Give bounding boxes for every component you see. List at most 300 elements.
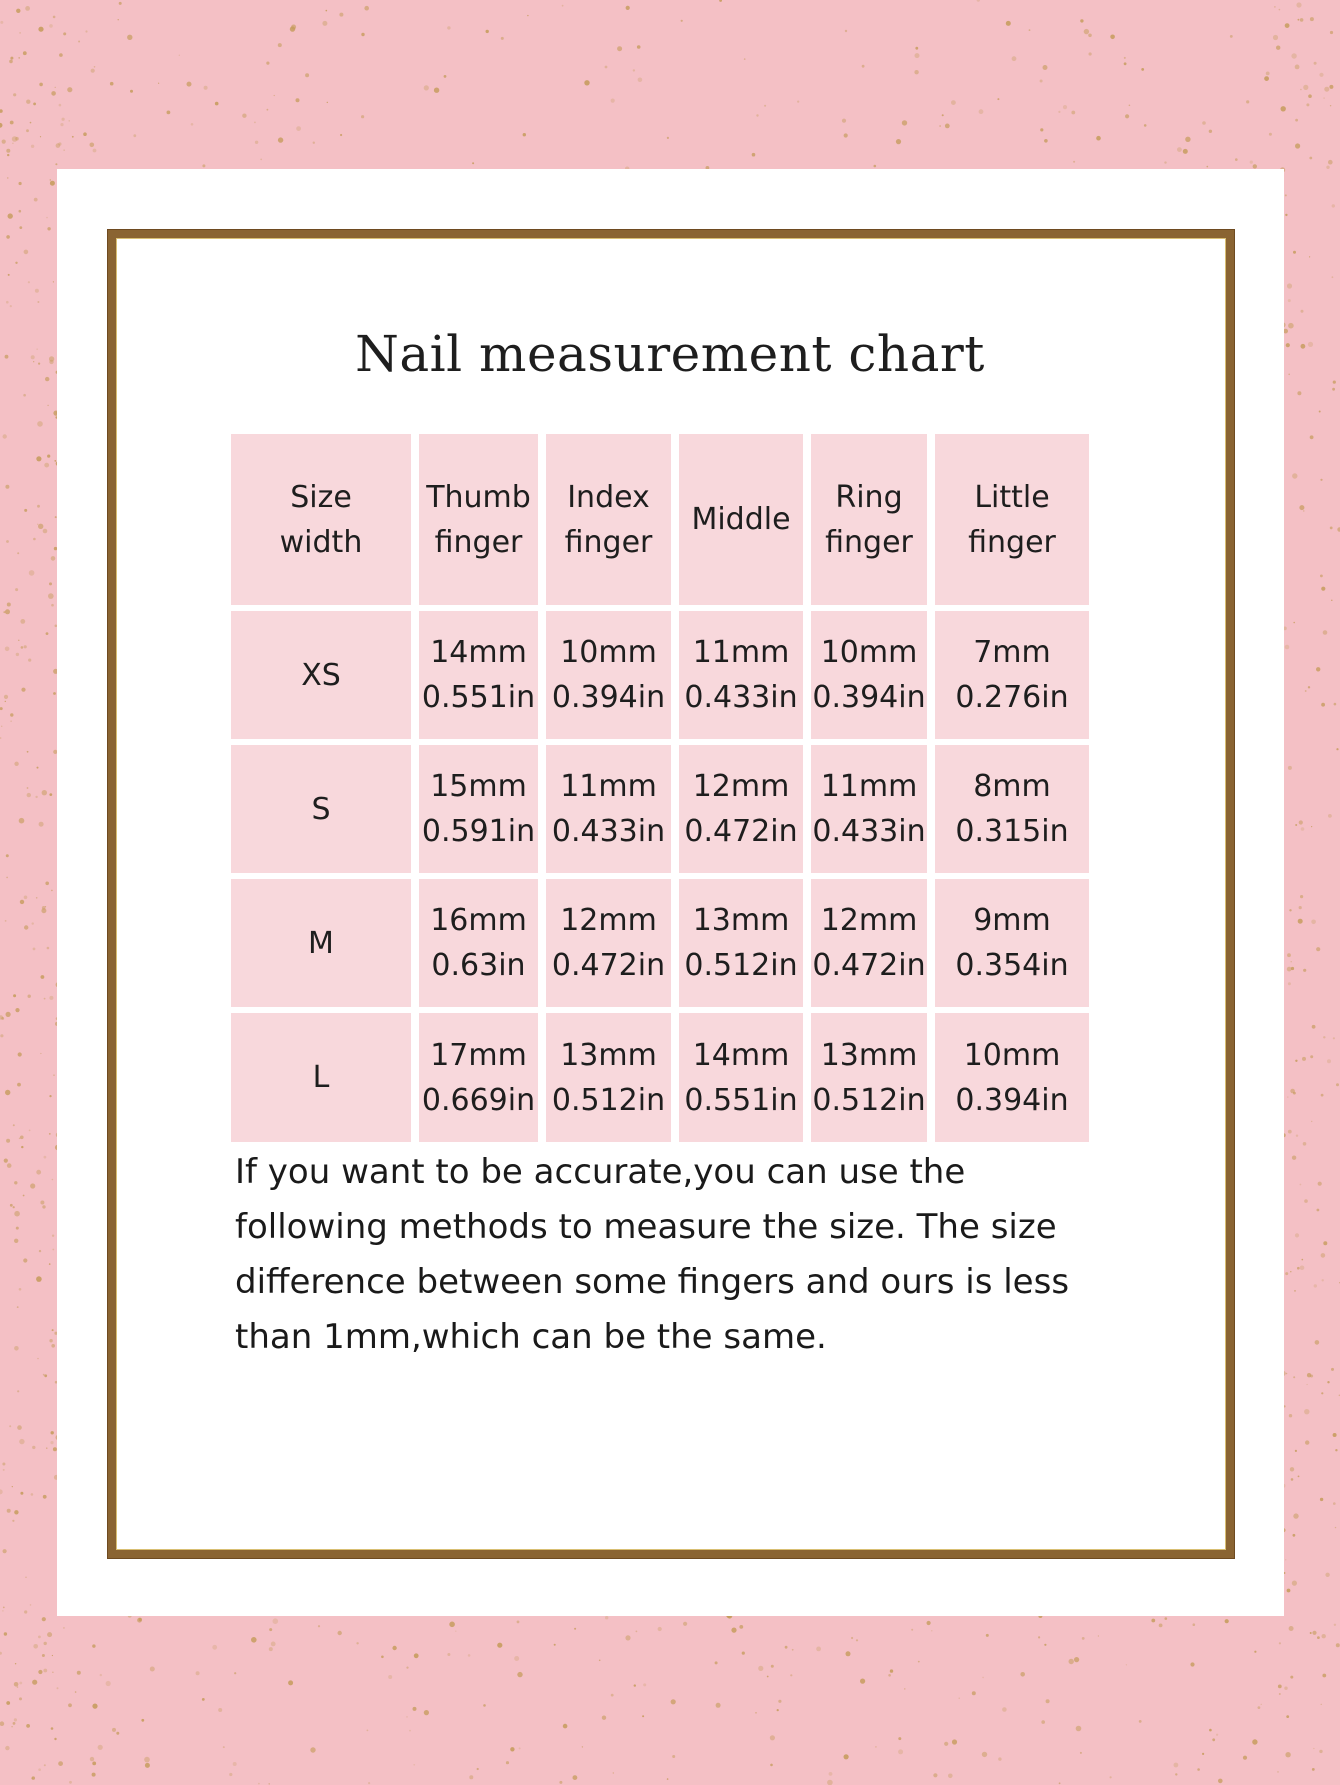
- gold-speckle: [1288, 982, 1291, 985]
- gold-speckle: [28, 995, 31, 998]
- gold-speckle: [1295, 143, 1300, 148]
- gold-speckle: [58, 142, 61, 145]
- gold-speckle: [1301, 827, 1305, 831]
- gold-speckle: [915, 53, 920, 58]
- gold-speckle: [1284, 1687, 1287, 1690]
- gold-speckle: [1326, 166, 1329, 169]
- gold-speckle: [68, 1703, 72, 1707]
- gold-speckle: [1059, 1782, 1061, 1784]
- gold-speckle: [1297, 1267, 1300, 1270]
- gold-speckle: [1300, 18, 1304, 22]
- gold-speckle: [979, 109, 984, 114]
- gold-speckle: [584, 80, 589, 85]
- gold-speckle: [1285, 1559, 1286, 1560]
- gold-speckle: [1312, 1025, 1316, 1029]
- gold-speckle: [1321, 1704, 1322, 1705]
- gold-speckle: [10, 713, 13, 716]
- gold-speckle: [1043, 65, 1048, 70]
- gold-speckle: [444, 75, 447, 78]
- gold-speckle: [17, 1390, 19, 1392]
- gold-speckle: [982, 1752, 987, 1757]
- gold-speckle: [874, 165, 877, 168]
- gold-speckle: [39, 822, 44, 827]
- gold-speckle: [127, 35, 132, 40]
- gold-speckle: [742, 1652, 745, 1655]
- gold-speckle: [47, 1632, 52, 1637]
- gold-speckle: [683, 1622, 687, 1626]
- gold-speckle: [1292, 1156, 1296, 1160]
- gold-speckle: [313, 142, 315, 144]
- gold-speckle: [827, 1780, 833, 1785]
- gold-speckle: [778, 1700, 781, 1703]
- gold-speckle: [63, 32, 66, 35]
- gold-speckle: [1331, 1368, 1334, 1371]
- table-cell: 11mm 0.433in: [546, 745, 671, 873]
- gold-speckle: [1333, 1433, 1337, 1437]
- gold-speckle: [501, 37, 504, 40]
- gold-speckle: [1040, 128, 1043, 131]
- gold-speckle: [844, 1754, 849, 1759]
- gold-speckle: [15, 588, 18, 591]
- gold-speckle: [447, 26, 450, 29]
- measurement-note: If you want to be accurate,you can use the following methods to measure the size. The size difference between some fingers and ours is less than 1mm,which can be the same.: [235, 1152, 1070, 1357]
- gold-speckle: [49, 1133, 51, 1135]
- gold-speckle: [20, 1136, 24, 1140]
- gold-speckle: [1335, 1449, 1337, 1451]
- gold-speckle: [771, 1665, 774, 1668]
- gold-speckle: [1288, 1130, 1292, 1134]
- table-cell: 14mm 0.551in: [419, 611, 538, 739]
- gold-speckle: [582, 1746, 583, 1747]
- gold-speckle: [310, 1747, 315, 1752]
- gold-speckle: [790, 1674, 792, 1676]
- gold-speckle: [1322, 1279, 1324, 1281]
- gold-speckle: [78, 41, 80, 43]
- gold-speckle: [52, 1655, 53, 1656]
- gold-speckle: [254, 122, 256, 124]
- gold-speckle: [32, 922, 34, 924]
- gold-speckle: [38, 1670, 42, 1674]
- gold-speckle: [40, 1201, 44, 1205]
- row-label-m: M: [231, 879, 411, 1007]
- gold-speckle: [36, 1276, 42, 1282]
- gold-speckle: [1071, 111, 1075, 115]
- gold-speckle: [1193, 1623, 1196, 1626]
- gold-speckle: [605, 66, 608, 69]
- gold-speckle: [37, 505, 40, 508]
- gold-speckle: [1300, 1184, 1302, 1186]
- gold-speckle: [1269, 133, 1272, 136]
- gold-speckle: [1124, 62, 1127, 65]
- gold-speckle: [613, 1772, 614, 1773]
- gold-speckle: [562, 5, 564, 7]
- gold-speckle: [1316, 667, 1320, 671]
- gold-speckle: [1207, 166, 1209, 168]
- gold-speckle: [1038, 1636, 1040, 1638]
- gold-speckle: [599, 1660, 601, 1662]
- table-cell: 12mm 0.472in: [679, 745, 803, 873]
- gold-speckle: [29, 1130, 31, 1132]
- gold-speckle: [6, 540, 9, 543]
- table-cell: 10mm 0.394in: [546, 611, 671, 739]
- gold-speckle: [559, 1781, 562, 1784]
- gold-speckle: [191, 123, 194, 126]
- gold-speckle: [14, 1239, 18, 1243]
- gold-speckle: [829, 1772, 833, 1776]
- gold-speckle: [392, 1646, 396, 1650]
- gold-speckle: [986, 1634, 989, 1637]
- gold-speckle: [424, 85, 429, 90]
- gold-speckle: [24, 509, 27, 512]
- gold-speckle: [1310, 435, 1314, 439]
- gold-speckle: [17, 1083, 21, 1087]
- gold-speckle: [49, 1095, 51, 1097]
- gold-speckle: [1333, 1037, 1335, 1039]
- gold-speckle: [6, 149, 10, 153]
- gold-speckle: [18, 1052, 22, 1056]
- gold-speckle: [1333, 1502, 1336, 1505]
- gold-speckle: [1322, 1674, 1326, 1678]
- gold-speckle: [510, 1747, 514, 1751]
- gold-speckle: [1302, 1057, 1306, 1061]
- gold-speckle: [1253, 164, 1257, 168]
- gold-speckle: [1209, 130, 1212, 133]
- gold-speckle: [27, 751, 29, 753]
- gold-speckle: [1332, 388, 1335, 391]
- gold-speckle: [1126, 1664, 1127, 1665]
- gold-speckle: [52, 1179, 54, 1181]
- header-thumb-finger: Thumb finger: [419, 434, 538, 605]
- gold-speckle: [1285, 1272, 1288, 1275]
- gold-speckle: [1278, 1685, 1282, 1689]
- gold-speckle: [26, 100, 30, 104]
- gold-speckle: [1298, 1476, 1300, 1478]
- gold-speckle: [6, 301, 9, 304]
- gold-speckle: [55, 87, 56, 88]
- gold-speckle: [617, 46, 622, 51]
- gold-speckle: [1073, 161, 1075, 163]
- gold-speckle: [1312, 1631, 1316, 1635]
- gold-speckle: [1310, 1055, 1313, 1058]
- gold-speckle: [258, 1783, 260, 1785]
- gold-speckle: [904, 1688, 905, 1689]
- gold-speckle: [53, 692, 56, 695]
- gold-speckle: [75, 1691, 77, 1693]
- gold-speckle: [1330, 31, 1333, 34]
- gold-speckle: [44, 463, 49, 468]
- gold-speckle: [5, 647, 10, 652]
- gold-speckle: [38, 27, 43, 32]
- gold-speckle: [14, 1510, 18, 1514]
- gold-speckle: [19, 1439, 24, 1444]
- gold-speckle: [959, 1698, 960, 1699]
- gold-speckle: [25, 1577, 26, 1578]
- gold-speckle: [98, 1745, 103, 1750]
- gold-speckle: [1317, 1636, 1320, 1639]
- gold-speckle: [1336, 748, 1338, 750]
- gold-speckle: [44, 1764, 46, 1766]
- gold-speckle: [856, 1639, 858, 1641]
- gold-speckle: [1310, 1375, 1313, 1378]
- gold-speckle: [305, 73, 309, 77]
- gold-speckle: [918, 1661, 920, 1663]
- gold-speckle: [72, 136, 74, 138]
- gold-speckle: [1321, 703, 1325, 707]
- gold-speckle: [364, 6, 369, 11]
- gold-speckle: [32, 1776, 35, 1779]
- gold-speckle: [860, 1679, 865, 1684]
- gold-speckle: [35, 796, 37, 798]
- gold-speckle: [100, 1674, 102, 1676]
- gold-speckle: [1144, 124, 1147, 127]
- gold-speckle: [327, 102, 328, 103]
- table-cell: 9mm 0.354in: [935, 879, 1089, 1007]
- gold-speckle: [7, 1163, 12, 1168]
- gold-speckle: [110, 82, 114, 86]
- gold-speckle: [643, 1683, 646, 1686]
- gold-speckle: [35, 289, 39, 293]
- gold-speckle: [602, 1716, 606, 1720]
- gold-speckle: [449, 1622, 455, 1628]
- gold-speckle: [17, 1686, 19, 1688]
- gold-speckle: [51, 556, 56, 561]
- gold-speckle: [52, 1235, 54, 1237]
- gold-speckle: [1235, 158, 1238, 161]
- gold-speckle: [69, 1781, 72, 1784]
- gold-speckle: [915, 47, 918, 50]
- gold-speckle: [1277, 1771, 1279, 1773]
- gold-speckle: [1317, 1209, 1320, 1212]
- gold-speckle: [50, 1441, 53, 1444]
- gold-speckle: [455, 1631, 456, 1632]
- gold-speckle: [1332, 276, 1334, 278]
- gold-speckle: [767, 1676, 769, 1678]
- gold-speckle: [12, 143, 14, 145]
- table-cell: 13mm 0.512in: [811, 1013, 927, 1142]
- gold-speckle: [1290, 1089, 1295, 1094]
- gold-speckle: [1281, 106, 1286, 111]
- gold-speckle: [1225, 1619, 1229, 1623]
- gold-speckle: [49, 793, 52, 796]
- gold-speckle: [13, 1206, 15, 1208]
- gold-speckle: [1290, 1271, 1291, 1272]
- gold-speckle: [215, 102, 219, 106]
- gold-speckle: [1310, 17, 1314, 21]
- gold-speckle: [27, 793, 31, 797]
- gold-speckle: [1299, 906, 1302, 909]
- gold-speckle: [19, 1288, 22, 1291]
- gold-speckle: [933, 1773, 937, 1777]
- gold-speckle: [36, 1170, 41, 1175]
- gold-speckle: [1063, 105, 1067, 109]
- gold-speckle: [340, 134, 342, 136]
- gold-speckle: [519, 1747, 521, 1749]
- gold-speckle: [1279, 9, 1281, 11]
- gold-speckle: [59, 104, 62, 107]
- gold-speckle: [24, 645, 27, 648]
- gold-speckle: [4, 1159, 8, 1163]
- gold-speckle: [1076, 1726, 1082, 1732]
- gold-speckle: [5, 1090, 10, 1095]
- gold-speckle: [39, 83, 43, 87]
- gold-speckle: [23, 51, 27, 55]
- row-label-s: S: [231, 745, 411, 873]
- gold-speckle: [977, 0, 980, 2]
- gold-speckle: [777, 1709, 779, 1711]
- gold-speckle: [888, 1674, 891, 1677]
- gold-speckle: [296, 98, 300, 102]
- gold-speckle: [1323, 1036, 1325, 1038]
- gold-speckle: [477, 1768, 479, 1770]
- gold-speckle: [7, 154, 9, 156]
- header-little-finger: Little finger: [935, 434, 1089, 605]
- gold-speckle: [517, 1621, 520, 1624]
- gold-speckle: [486, 30, 489, 33]
- gold-speckle: [497, 1643, 502, 1648]
- gold-speckle: [642, 1715, 644, 1717]
- gold-speckle: [167, 111, 171, 115]
- gold-speckle: [119, 2, 122, 5]
- gold-speckle: [23, 1258, 27, 1262]
- gold-speckle: [212, 1645, 217, 1650]
- gold-speckle: [40, 1053, 41, 1054]
- gold-speckle: [202, 164, 205, 167]
- table-cell: 7mm 0.276in: [935, 611, 1089, 739]
- gold-speckle: [931, 1630, 932, 1631]
- gold-speckle: [47, 227, 50, 230]
- gold-speckle: [563, 1724, 568, 1729]
- gold-speckle: [33, 1644, 38, 1649]
- gold-speckle: [116, 1732, 119, 1735]
- gold-speckle: [1295, 824, 1297, 826]
- gold-speckle: [1320, 575, 1323, 578]
- table-cell: 15mm 0.591in: [419, 745, 538, 873]
- row-label-xs: XS: [231, 611, 411, 739]
- gold-speckle: [1287, 1096, 1288, 1097]
- gold-speckle: [112, 1728, 116, 1732]
- gold-speckle: [30, 1183, 35, 1188]
- gold-speckle: [32, 1446, 35, 1449]
- gold-speckle: [611, 99, 615, 103]
- gold-speckle: [1293, 622, 1295, 624]
- gold-speckle: [44, 1642, 47, 1645]
- gold-speckle: [26, 1724, 30, 1728]
- gold-speckle: [998, 1757, 1001, 1760]
- gold-speckle: [731, 1628, 736, 1633]
- gold-speckle: [10, 305, 12, 307]
- gold-speckle: [1290, 1676, 1293, 1679]
- gold-speckle: [51, 91, 56, 96]
- gold-speckle: [716, 1703, 721, 1708]
- gold-speckle: [1006, 21, 1011, 26]
- gold-speckle: [911, 1629, 913, 1631]
- gold-speckle: [19, 818, 25, 824]
- gold-speckle: [1185, 137, 1190, 142]
- gold-speckle: [1254, 1651, 1256, 1653]
- gold-speckle: [24, 925, 28, 929]
- gold-speckle: [51, 1431, 54, 1434]
- gold-speckle: [1291, 53, 1296, 58]
- gold-speckle: [42, 790, 47, 795]
- gold-speckle: [77, 1671, 81, 1675]
- gold-speckle: [17, 1425, 22, 1430]
- gold-speckle: [1151, 1619, 1155, 1623]
- gold-speckle: [671, 1699, 676, 1704]
- gold-speckle: [1218, 1779, 1223, 1784]
- gold-speckle: [1264, 76, 1269, 81]
- gold-speckle: [43, 1374, 45, 1376]
- gold-speckle: [902, 120, 907, 125]
- gold-speckle: [23, 1195, 25, 1197]
- gold-speckle: [1296, 2, 1301, 7]
- gold-speckle: [1252, 1739, 1257, 1744]
- gold-speckle: [53, 1075, 54, 1076]
- gold-speckle: [15, 1663, 16, 1664]
- gold-speckle: [1291, 961, 1292, 962]
- gold-speckle: [62, 118, 65, 121]
- gold-speckle: [1309, 256, 1310, 257]
- gold-speckle: [3, 1469, 5, 1471]
- gold-speckle: [38, 524, 43, 529]
- header-size-width: Size width: [231, 434, 411, 605]
- gold-speckle: [756, 114, 758, 116]
- gold-speckle: [1321, 1392, 1323, 1394]
- gold-speckle: [1305, 1440, 1309, 1444]
- gold-speckle: [1335, 1527, 1336, 1528]
- gold-speckle: [8, 213, 13, 218]
- gold-speckle: [52, 1672, 53, 1673]
- gold-speckle: [1321, 1253, 1326, 1258]
- gold-speckle: [49, 582, 52, 585]
- table-cell: 11mm 0.433in: [811, 745, 927, 873]
- gold-speckle: [637, 45, 641, 49]
- gold-speckle: [633, 69, 635, 71]
- gold-speckle: [288, 1680, 293, 1685]
- gold-speckle: [20, 1492, 23, 1495]
- gold-speckle: [63, 1627, 65, 1629]
- gold-speckle: [1319, 73, 1323, 77]
- gold-speckle: [47, 947, 50, 950]
- gold-speckle: [42, 1617, 46, 1621]
- gold-speckle: [1323, 630, 1328, 635]
- gold-speckle: [1303, 969, 1306, 972]
- gold-speckle: [118, 19, 119, 20]
- gold-speckle: [1230, 35, 1233, 38]
- gold-speckle: [53, 16, 56, 19]
- gold-speckle: [41, 975, 45, 979]
- gold-speckle: [719, 0, 722, 2]
- gold-speckle: [1287, 283, 1292, 288]
- gold-speckle: [1297, 391, 1301, 395]
- gold-speckle: [9, 60, 13, 64]
- gold-speckle: [948, 1774, 953, 1779]
- gold-speckle: [758, 1666, 763, 1671]
- gold-speckle: [19, 32, 21, 34]
- table-cell: 13mm 0.512in: [546, 1013, 671, 1142]
- gold-speckle: [413, 1707, 417, 1711]
- gold-speckle: [37, 1358, 38, 1359]
- gold-speckle: [37, 301, 39, 303]
- gold-speckle: [1285, 214, 1287, 216]
- gold-speckle: [19, 1682, 22, 1685]
- gold-speckle: [1299, 820, 1303, 824]
- gold-speckle: [770, 1735, 775, 1740]
- gold-speckle: [896, 139, 901, 144]
- gold-speckle: [1327, 1059, 1331, 1063]
- gold-speckle: [672, 1755, 675, 1758]
- gold-speckle: [1304, 1409, 1309, 1414]
- gold-speckle: [2, 1463, 5, 1466]
